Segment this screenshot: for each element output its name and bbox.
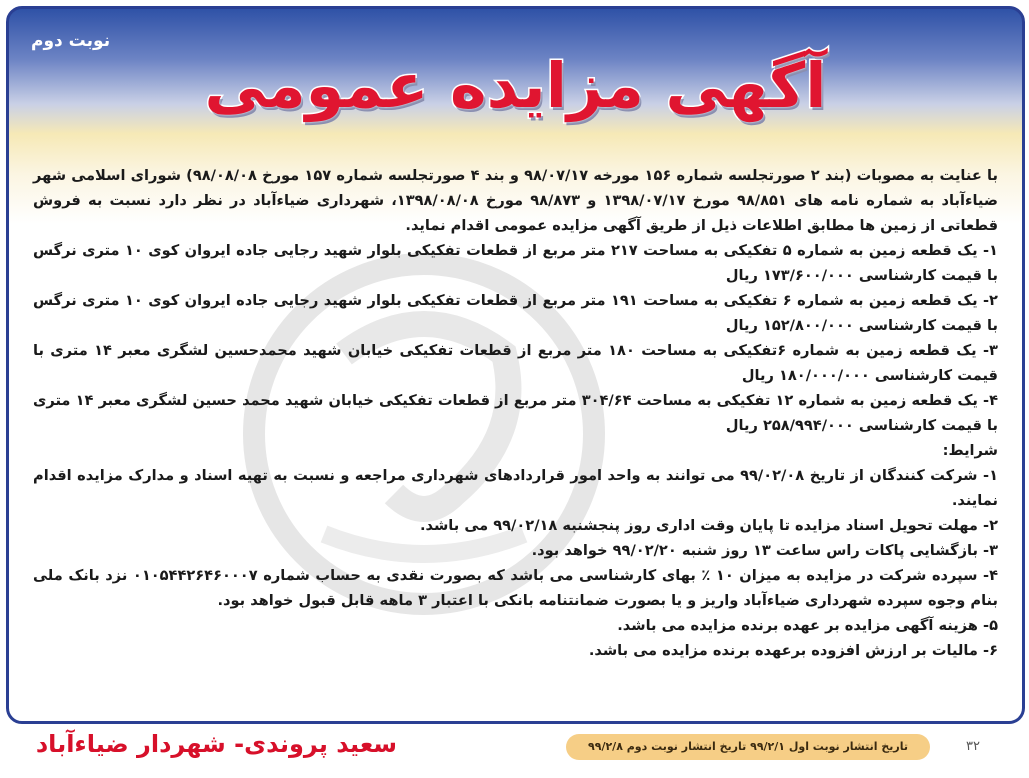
condition-6: ۶- مالیات بر ارزش افزوده برعهده برنده مزایده می باشد. [588, 642, 998, 659]
mayor-signature: سعید پروندی- شهردار ضیاءآباد [35, 730, 397, 758]
land-item-1: ۱- یک قطعه زمین به شماره ۵ تفکیکی به مساحت ۲۱۷ متر مربع از قطعات تفکیکی بلوار شهید رجایی جاده ایروان کوی ۱۰ متری نرگس با قیمت کارشناسی ۱۷۳/۶۰۰/۰۰۰ ریال [33, 242, 998, 284]
condition-2: ۲- مهلت تحویل اسناد مزایده تا پایان وقت اداری روز پنجشنبه ۹۹/۰۲/۱۸ می باشد. [419, 517, 998, 534]
page-number: ۳۲ [966, 739, 980, 754]
land-item-3: ۳- یک قطعه زمین به شماره ۶تفکیکی به مساحت ۱۸۰ متر مربع از قطعات تفکیکی خیابان شهید محمدحسین لشگری معبر ۱۴ متری با قیمت کارشناسی ۱۸۰/۰۰۰/۰۰۰ ریال [33, 342, 998, 384]
conditions-heading: شرایط: [942, 442, 998, 459]
land-item-2: ۲- یک قطعه زمین به شماره ۶ تفکیکی به مساحت ۱۹۱ متر مربع از قطعات تفکیکی بلوار شهید رجایی جاده ایروان کوی ۱۰ متری نرگس با قیمت کارشناسی ۱۵۲/۸۰۰/۰۰۰ ریال [33, 292, 998, 334]
round-badge: نوبت دوم [31, 31, 111, 51]
notice-body [33, 163, 998, 663]
land-item-4: ۴- یک قطعه زمین به شماره ۱۲ تفکیکی به مساحت ۳۰۴/۶۴ متر مربع از قطعات تفکیکی خیابان شهید محمد حسین لشگری معبر ۱۴ متری با قیمت کارشناسی ۲۵۸/۹۹۴/۰۰۰ ریال [33, 392, 999, 434]
condition-3: ۳- بازگشایی پاکات راس ساعت ۱۳ روز شنبه ۹۹/۰۲/۲۰ خواهد بود. [531, 542, 998, 559]
publication-dates: تاریخ انتشار نوبت اول ۹۹/۲/۱ تاریخ انتشار نوبت دوم ۹۹/۲/۸ [566, 734, 930, 760]
intro-paragraph: با عنایت به مصوبات (بند ۲ صورتجلسه شماره ۱۵۶ مورخه ۹۸/۰۷/۱۷ و بند ۴ صورتجلسه شماره ۱۵۷ مورخ ۹۸/۰۸/۰۸) شورای اسلامی شهر ضیاءآباد به شماره نامه های ۹۸/۸۵۱ مورخ ۱۳۹۸/۰۷/۱۷ و ۹۸/۸۷۳ مورخ ۱۳۹۸/۰۸/۰۸، شهرداری ضیاءآباد در نظر دارد نسبت به فروش قطعاتی از زمین ها مطابق اطلاعات ذیل از طریق آگهی مزایده عمومی اقدام نماید. [33, 167, 998, 234]
notice-title: آگهی مزایده عمومی [204, 49, 827, 122]
notice-frame [6, 6, 1025, 724]
condition-1: ۱- شرکت کنندگان از تاریخ ۹۹/۰۲/۰۸ می توانند به واحد امور قراردادهای شهرداری مراجعه و نسبت به تهیه اسناد و مدارک مزایده اقدام نمایند. [33, 467, 998, 509]
condition-4: ۴- سپرده شرکت در مزایده به میزان ۱۰ ٪ بهای کارشناسی می باشد که بصورت نقدی به حساب شماره ۰۱۰۵۴۴۲۶۴۶۰۰۰۷ نزد بانک ملی بنام وجوه سپرده شهرداری ضیاءآباد واریز و یا بصورت ضمانتنامه بانکی با اعتبار ۳ ماهه قابل قبول خواهد بود. [33, 567, 998, 609]
condition-5: ۵- هزینه آگهی مزایده بر عهده برنده مزایده می باشد. [617, 617, 998, 634]
